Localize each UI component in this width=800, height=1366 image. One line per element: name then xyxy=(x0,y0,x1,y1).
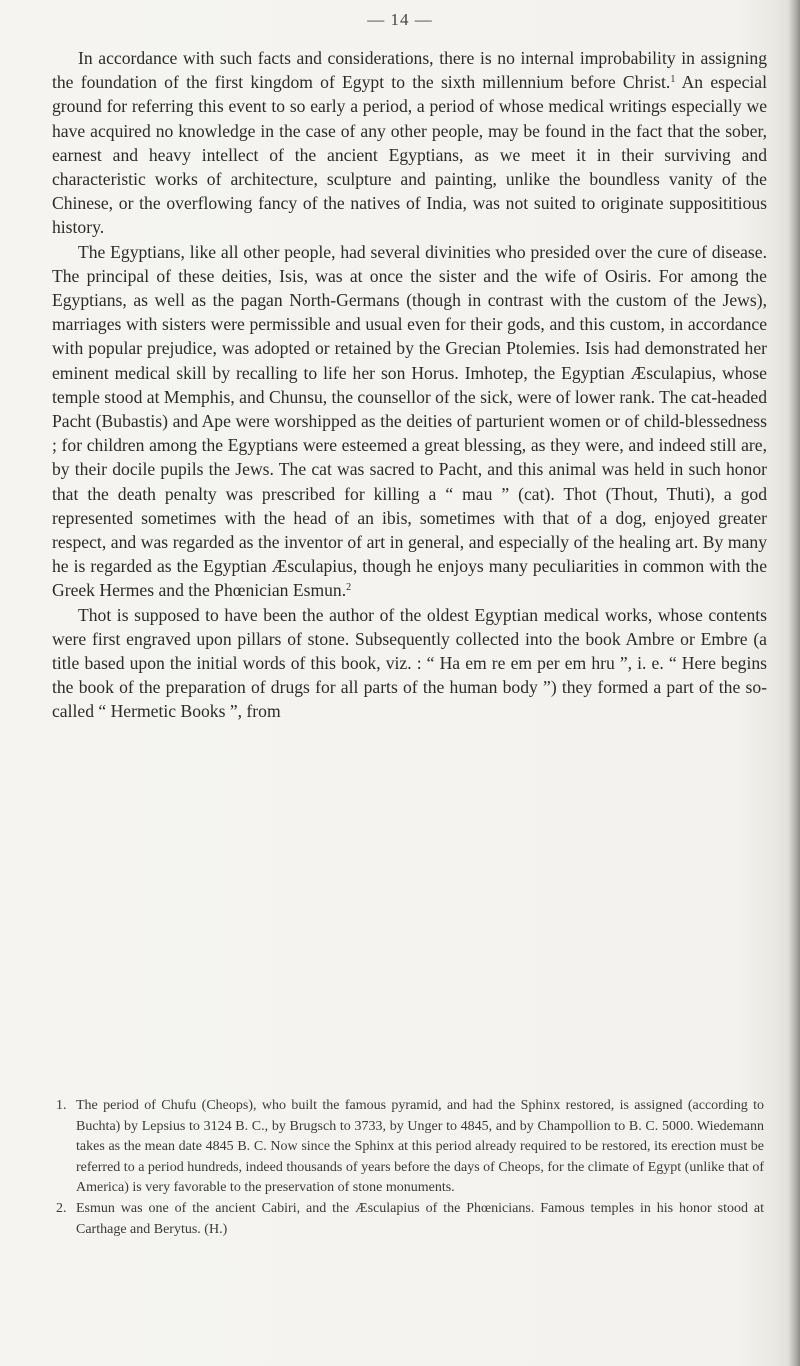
footnote-text: Esmun was one of the ancient Cabiri, and the Æsculapius of the Phœnicians. Famous temples in his honor stood at Carthage and Berytus. (H.) xyxy=(76,1200,764,1237)
page-number: — 14 — xyxy=(367,10,433,29)
paragraph-text: Thot is supposed to have been the author of the oldest Egyptian medical works, whose contents were first engraved upon pillars of stone. Subsequently collected into the book Ambre or Embre (a title based upon the initial words of this book, viz. : “ Ha em re em per em hru ”, i. e. “ Here begins the book of the preparation of drugs for all parts of the human body ”) they formed a part of the so-called “ Hermetic Books ”, from xyxy=(52,604,767,722)
paragraph-2 xyxy=(52,240,767,603)
footnote-number: 2. xyxy=(56,1200,67,1216)
paragraph-text: An especial ground for referring this event to so early a period, a period of whose medical writings especially we have acquired no knowledge in the case of any other people, may be found in the fact that the sober, earnest and heavy intellect of the ancient Egyptians, as we meet it in their surviving and characteristic works of architecture, sculpture and painting, unlike the boundless vanity of the Chinese, or the overflowing fancy of the natives of India, was not suited to originate supposititious history. xyxy=(52,72,767,238)
footnote-marker: 1 xyxy=(670,74,676,86)
footnote-1 xyxy=(52,1096,764,1199)
paragraph-text: In accordance with such facts and considerations, there is no internal improbability in assigning the foundation of the first kingdom of Egypt to the sixth millennium before Christ. xyxy=(52,48,767,93)
footnotes xyxy=(52,1096,764,1240)
footnote-text: The period of Chufu (Cheops), who built the famous pyramid, and had the Sphinx restored, is assigned (according to Buchta) by Lepsius to 3124 B. C., by Brugsch to 3733, by Unger to 4845, and by Champollion to B. C. 5000. Wiedemann takes as the mean date 4845 B. C. Now since the Sphinx at this period already required to be restored, its erection must be referred to a period hundreds, indeed thousands of years before the days of Cheops, for the climate of Egypt (unlike that of America) is very favorable to the preservation of stone monuments. xyxy=(76,1098,764,1196)
paragraph-1 xyxy=(52,46,767,240)
body-text xyxy=(52,46,767,724)
footnote-number: 1. xyxy=(56,1098,67,1113)
paragraph-3 xyxy=(52,603,767,724)
paragraph-text: The Egyptians, like all other people, had several divinities who presided over the cure of disease. The principal of these deities, Isis, was at once the sister and the wife of Osiris. For among the Egyptians, as well as the pagan North-Germans (though in contrast with the custom of the Jews), marriages with sisters were permissible and usual even for their gods, and this custom, in accordance with popular prejudice, was adopted or retained by the Grecian Ptolemies. Isis had demonstrated her eminent medical skill by recalling to life her son Horus. Imhotep, the Egyptian Æsculapius, whose temple stood at Memphis, and Chunsu, the counsellor of the sick, were of lower rank. The cat-headed Pacht (Bubastis) and Ape were worshipped as the deities of parturient women or of child-blessedness ; for children among the Egyptians were esteemed a great blessing, as they were, and indeed still are, by their docile pupils the Jews. The cat was sacred to Pacht, and this animal was held in such honor that the death penalty was prescribed for killing a “ mau ” (cat). Thot (Thout, Thuti), a god represented sometimes with the head of an ibis, sometimes with that of a dog, enjoyed greater respect, and was regarded as the inventor of art in general, and especially of the healing art. By many he is regarded as the Egyptian Æsculapius, though he enjoys many peculiarities in common with the Greek Hermes and the Phœnician Esmun. xyxy=(52,241,767,601)
page-edge-shadow xyxy=(788,0,800,1366)
footnote-2 xyxy=(52,1199,764,1240)
footnote-marker: 2 xyxy=(346,582,352,594)
